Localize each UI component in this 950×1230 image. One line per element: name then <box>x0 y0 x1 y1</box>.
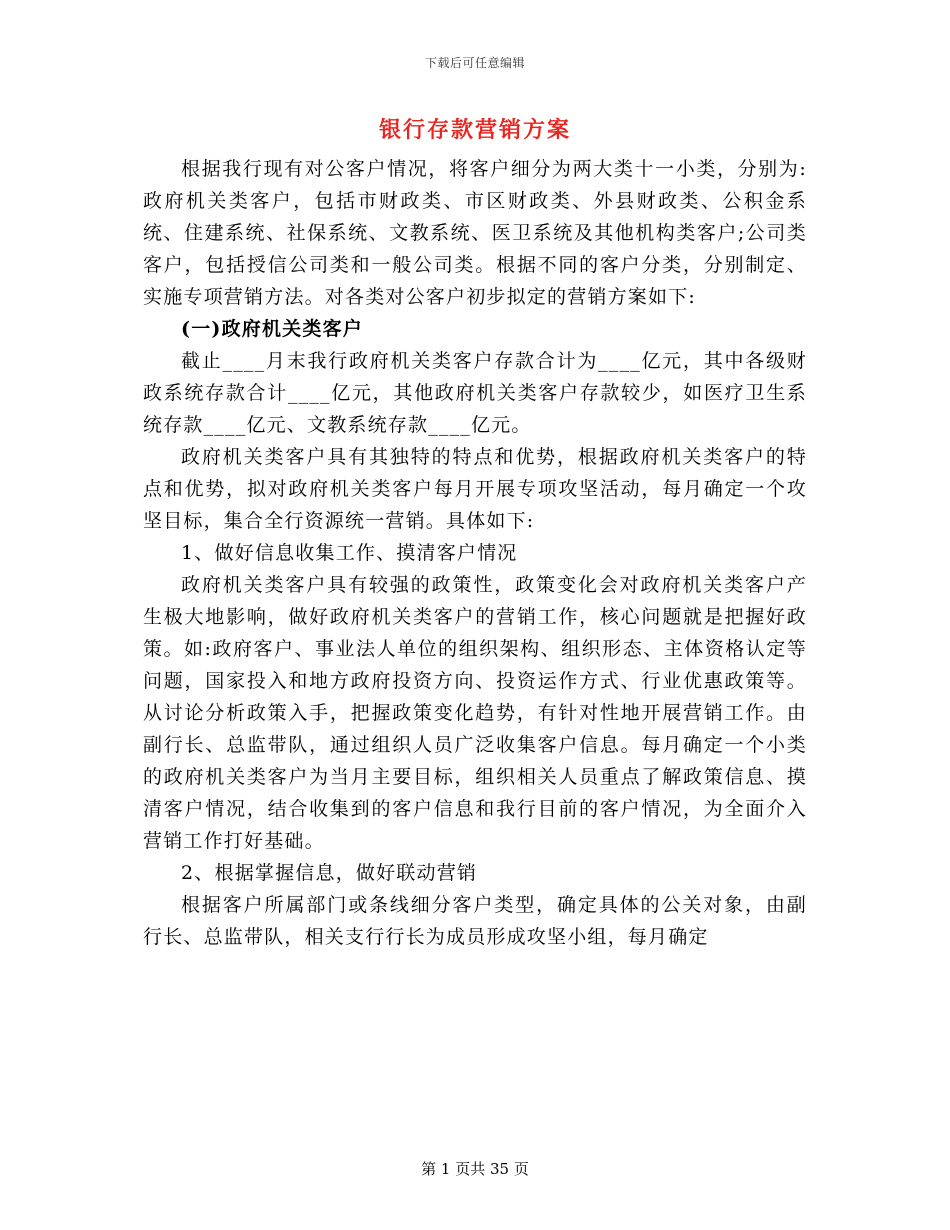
subheading-info-collection: 1、做好信息收集工作、摸清客户情况 <box>181 542 518 564</box>
intro-paragraph: 根据我行现有对公客户情况，将客户细分为两大类十一小类，分别为:政府机关类客户，包括市财政类、市区财政类、外县财政类、公积金系统、住建系统、社保系统、文教系统、医卫系统及其他机构类客户;公司类客户，包括授信公司类和一般公司类。根据不同的客户分类，分别制定、实施专项营销方法。对各类对公客户初步拟定的营销方案如下: <box>143 158 807 308</box>
page-header-note: 下载后可任意编辑 <box>424 56 525 70</box>
info-collection-paragraph: 政府机关类客户具有较强的政策性，政策变化会对政府机关类客户产生极大地影响，做好政府机关类客户的营销工作，核心问题就是把握好政策。如:政府客户、事业法人单位的组织架构、组织形态、主体资格认定等问题，国家投入和地方政府投资方向、投资运作方式、行业优惠政策等。从讨论分析政策入手，把握政策变化趋势，有针对性地开展营销工作。由副行长、总监带队，通过组织人员广泛收集客户信息。每月确定一个小类的政府机关类客户为当月主要目标，组织相关人员重点了解政策信息、摸清客户情况，结合收集到的客户信息和我行目前的客户情况，为全面介入营销工作打好基础。 <box>143 574 807 852</box>
deposit-summary-paragraph: 截止____月末我行政府机关类客户存款合计为____亿元，其中各级财政系统存款合计____亿元，其他政府机关类客户存款较少，如医疗卫生系统存款____亿元、文教系统存款____亿元。 <box>143 350 807 436</box>
document-title: 银行存款营销方案 <box>378 117 571 143</box>
joint-marketing-paragraph: 根据客户所属部门或条线细分客户类型，确定具体的公关对象，由副行长、总监带队，相关支行行长为成员形成攻坚小组，每月确定 <box>143 894 807 948</box>
subheading-joint-marketing: 2、根据掌握信息，做好联动营销 <box>181 862 478 884</box>
government-features-paragraph: 政府机关类客户具有其独特的特点和优势，根据政府机关类客户的特点和优势，拟对政府机关类客户每月开展专项攻坚活动，每月确定一个攻坚目标，集合全行资源统一营销。具体如下: <box>143 446 807 532</box>
section-heading-government: (一)政府机关类客户 <box>181 318 363 340</box>
document-body <box>143 153 807 953</box>
page-footer-number: 第 1 页共 35 页 <box>421 1160 529 1178</box>
